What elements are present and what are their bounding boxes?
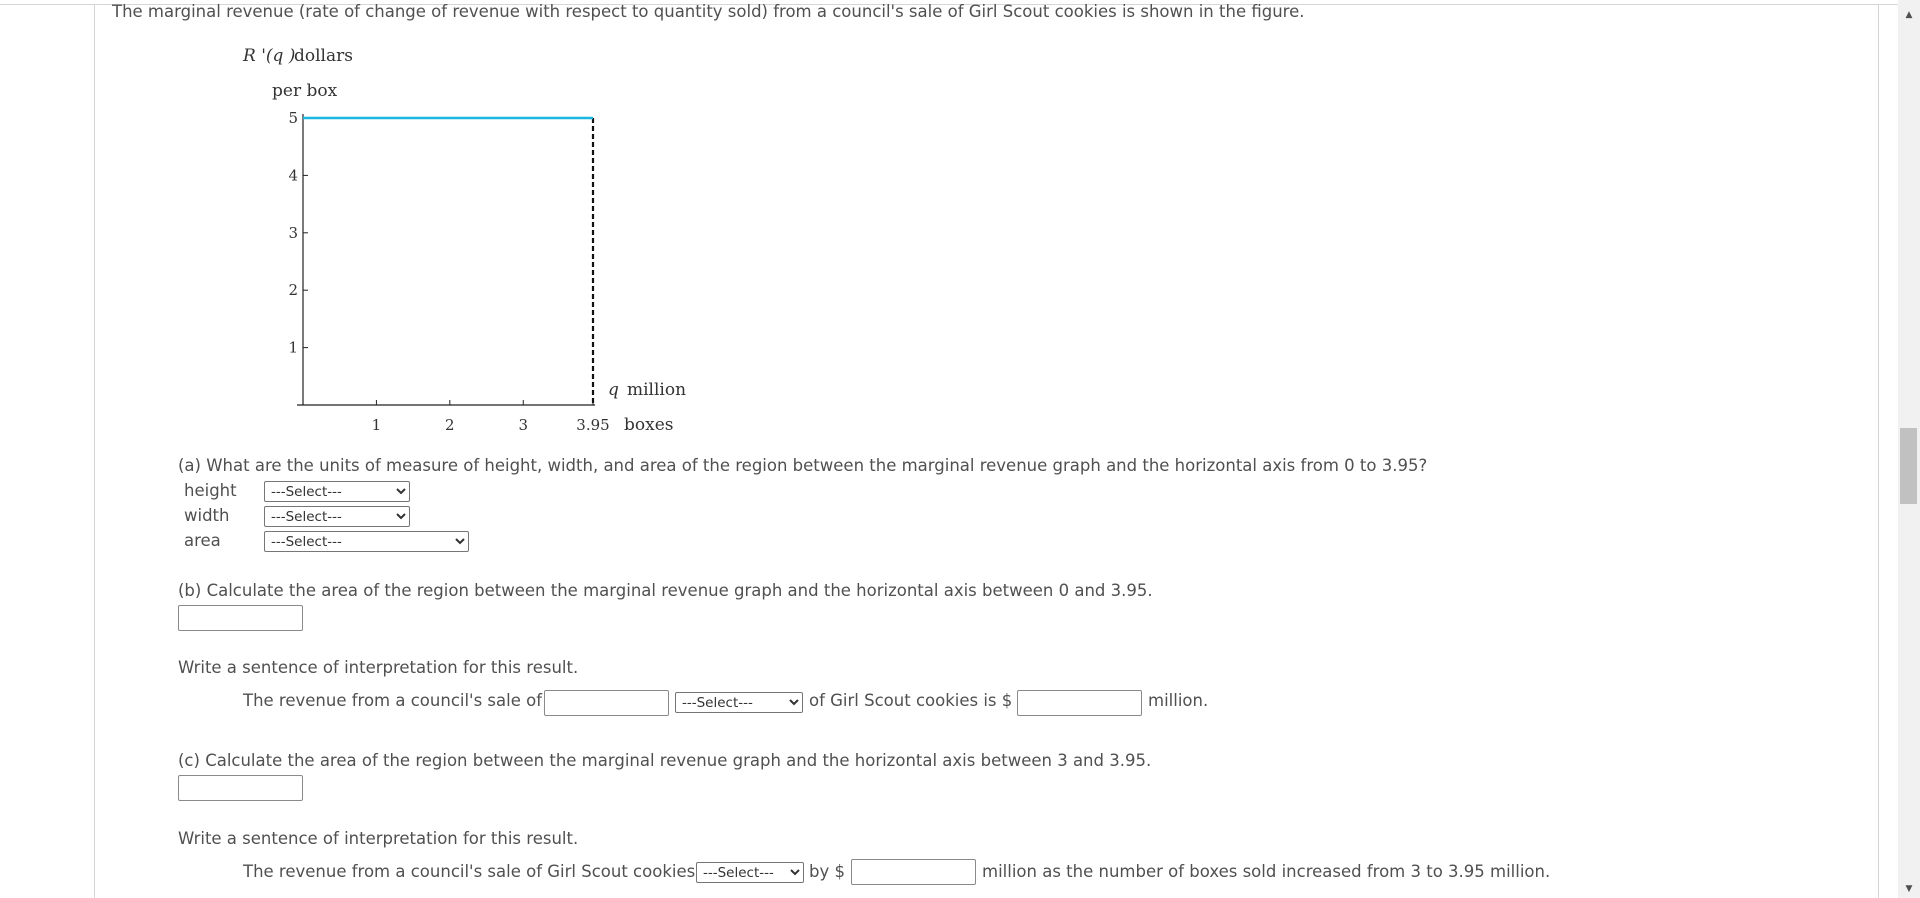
height-label: height <box>184 481 237 500</box>
area-label: area <box>184 531 221 550</box>
y-tick-label: 3 <box>288 223 298 242</box>
y-tick-label: 1 <box>288 338 298 357</box>
x-tick-label: 1 <box>371 416 382 434</box>
scroll-up-arrow-icon[interactable]: ▲ <box>1905 10 1913 20</box>
width-label: width <box>184 506 230 525</box>
height-unit-select[interactable] <box>264 481 410 502</box>
y-axis-label-line2: per box <box>272 81 338 101</box>
x-tick-label: 3 <box>518 416 529 434</box>
y-axis-label-line1: dollars <box>294 46 353 66</box>
part-b-quantity-input[interactable] <box>544 690 669 716</box>
y-tick-label: 2 <box>288 281 298 300</box>
chart-layer <box>288 109 609 434</box>
y-axis-func-label: R '(q ) <box>243 46 296 66</box>
part-b-unit-select[interactable] <box>675 692 803 713</box>
problem-intro: The marginal revenue (rate of change of revenue with respect to quantity sold) from a council's sale of Girl Scout cookies is shown in the figure. <box>112 2 1305 21</box>
part-c-interp-prompt: Write a sentence of interpretation for this result. <box>178 829 579 848</box>
scrollbar-thumb[interactable] <box>1900 428 1917 504</box>
part-c-sentence-start: The revenue from a council's sale of Girl Scout cookies <box>243 862 696 881</box>
marginal-revenue-figure <box>230 40 710 450</box>
part-a-question: (a) What are the units of measure of height, width, and area of the region between the marginal revenue graph and the horizontal axis from 0 to 3.95? <box>178 456 1428 475</box>
part-b-revenue-input[interactable] <box>1017 690 1142 716</box>
part-c-change-input[interactable] <box>851 859 976 885</box>
content-left-border <box>94 4 95 898</box>
y-tick-label: 5 <box>288 109 298 127</box>
part-b-sentence-start: The revenue from a council's sale of <box>243 691 543 710</box>
x-tick-label: 2 <box>445 416 455 434</box>
part-c-sentence-middle: by $ <box>809 862 845 881</box>
x-axis-label-line1: million <box>627 380 687 400</box>
x-axis-label-line2: boxes <box>624 415 674 435</box>
chart-svg <box>230 40 710 450</box>
area-unit-select[interactable] <box>264 531 469 552</box>
part-b-interp-prompt: Write a sentence of interpretation for this result. <box>178 658 579 677</box>
part-b-sentence-middle: of Girl Scout cookies is $ <box>809 691 1013 710</box>
scroll-down-arrow-icon[interactable]: ▼ <box>1905 884 1913 894</box>
x-axis-var-label: q <box>608 380 619 400</box>
vertical-scrollbar[interactable] <box>1898 0 1920 898</box>
content-right-border <box>1878 4 1879 898</box>
part-b-question: (b) Calculate the area of the region between the marginal revenue graph and the horizontal axis between 0 and 3.95. <box>178 581 1153 600</box>
part-c-question: (c) Calculate the area of the region between the marginal revenue graph and the horizontal axis between 3 and 3.95. <box>178 751 1152 770</box>
y-tick-label: 4 <box>288 166 298 185</box>
width-unit-select[interactable] <box>264 506 410 527</box>
part-c-sentence-end: million as the number of boxes sold increased from 3 to 3.95 million. <box>982 862 1551 881</box>
part-c-area-input[interactable] <box>178 775 303 801</box>
part-c-direction-select[interactable] <box>696 862 804 883</box>
part-b-sentence-end: million. <box>1148 691 1209 710</box>
part-b-area-input[interactable] <box>178 605 303 631</box>
x-tick-label: 3.95 <box>576 416 610 434</box>
